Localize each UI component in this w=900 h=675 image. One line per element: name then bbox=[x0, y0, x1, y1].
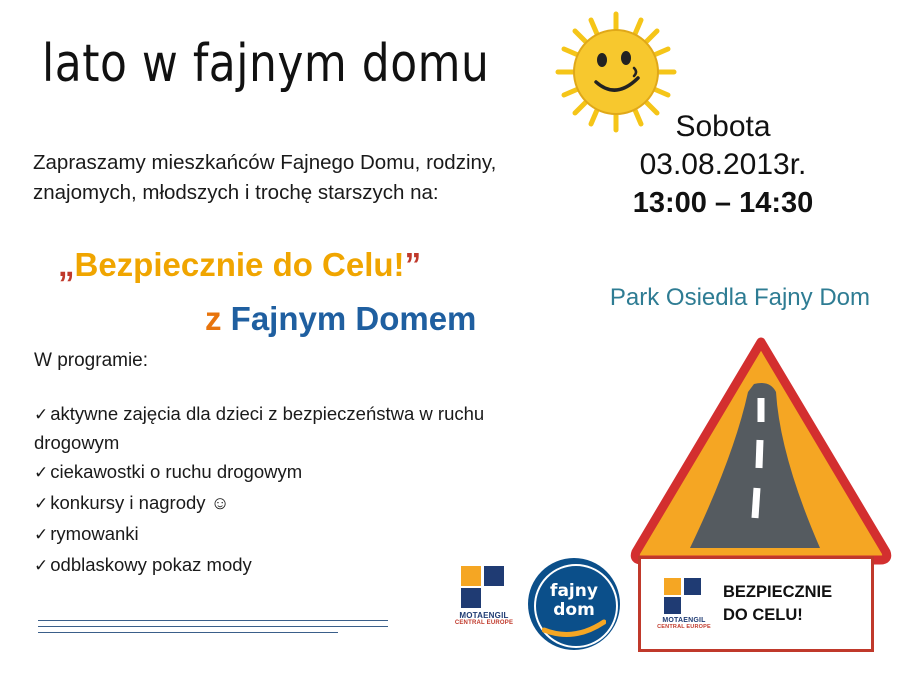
decorative-lines bbox=[38, 620, 388, 638]
list-item bbox=[34, 400, 554, 456]
fajny-dom-wordmark bbox=[528, 582, 620, 620]
list-item bbox=[34, 520, 554, 549]
list-item-label: ciekawostki o ruchu drogowym bbox=[50, 461, 303, 482]
event-date: 03.08.2013r. bbox=[639, 148, 807, 181]
event-venue: Park Osiedla Fajny Dom bbox=[609, 284, 870, 311]
motaengil-subtitle: CENTRAL EUROPE bbox=[454, 620, 514, 626]
list-item-label: aktywne zajęcia dla dzieci z bezpieczeństwa w ruchu drogowym bbox=[34, 403, 485, 453]
check-icon: ✓ bbox=[34, 463, 49, 483]
slogan-close-quote: ” bbox=[404, 246, 422, 283]
slogan-open-quote: „ bbox=[58, 246, 75, 283]
motaengil-logo-center bbox=[452, 566, 516, 626]
slogan-with-text: Fajnym Domem bbox=[230, 300, 477, 337]
road-sign-illustration bbox=[630, 336, 892, 566]
fajny-dom-swoosh-icon bbox=[542, 616, 606, 638]
event-date-block bbox=[578, 108, 868, 222]
motaengil-name: MOTAENGIL bbox=[662, 617, 706, 624]
slogan-text: Bezpiecznie do Celu! bbox=[74, 246, 405, 283]
slogan-z-word: z bbox=[205, 300, 222, 337]
intro-paragraph: Zapraszamy mieszkańców Fajnego Domu, rodziny, znajomych, młodszych i trochę starszych na: bbox=[33, 151, 497, 204]
motaengil-logo bbox=[641, 578, 723, 630]
sign-label-box bbox=[638, 556, 874, 652]
divider-line bbox=[38, 632, 338, 633]
fajny-dom-line1: fajny bbox=[550, 581, 598, 601]
fajny-dom-line2: dom bbox=[553, 600, 595, 620]
list-item-label: konkursy i nagrody ☺ bbox=[50, 492, 230, 513]
program-heading: W programie: bbox=[34, 350, 149, 371]
divider-line bbox=[38, 626, 388, 627]
list-item bbox=[34, 458, 554, 487]
sign-label-text bbox=[723, 581, 832, 627]
program-list bbox=[34, 400, 554, 582]
check-icon: ✓ bbox=[34, 494, 49, 514]
check-icon: ✓ bbox=[34, 556, 49, 576]
slogan-secondary bbox=[205, 300, 476, 338]
page-title: lato w fajnym domu bbox=[42, 34, 490, 95]
check-icon: ✓ bbox=[34, 525, 49, 545]
list-item-label: rymowanki bbox=[50, 523, 139, 544]
slogan-main bbox=[58, 246, 421, 284]
event-day: Sobota bbox=[675, 110, 771, 143]
list-item-label: odblaskowy pokaz mody bbox=[50, 554, 252, 575]
check-icon: ✓ bbox=[34, 405, 49, 425]
motaengil-subtitle: CENTRAL EUROPE bbox=[657, 624, 711, 630]
motaengil-name: MOTAENGIL bbox=[459, 611, 509, 620]
motaengil-mark-icon bbox=[664, 578, 704, 614]
sign-label-line2: DO CELU! bbox=[723, 606, 803, 624]
divider-line bbox=[38, 620, 388, 621]
sign-label-line1: BEZPIECZNIE bbox=[723, 583, 833, 601]
motaengil-mark-icon bbox=[461, 566, 507, 608]
list-item bbox=[34, 489, 554, 518]
event-time: 13:00 – 14:30 bbox=[632, 187, 814, 219]
fajny-dom-logo bbox=[528, 558, 620, 650]
